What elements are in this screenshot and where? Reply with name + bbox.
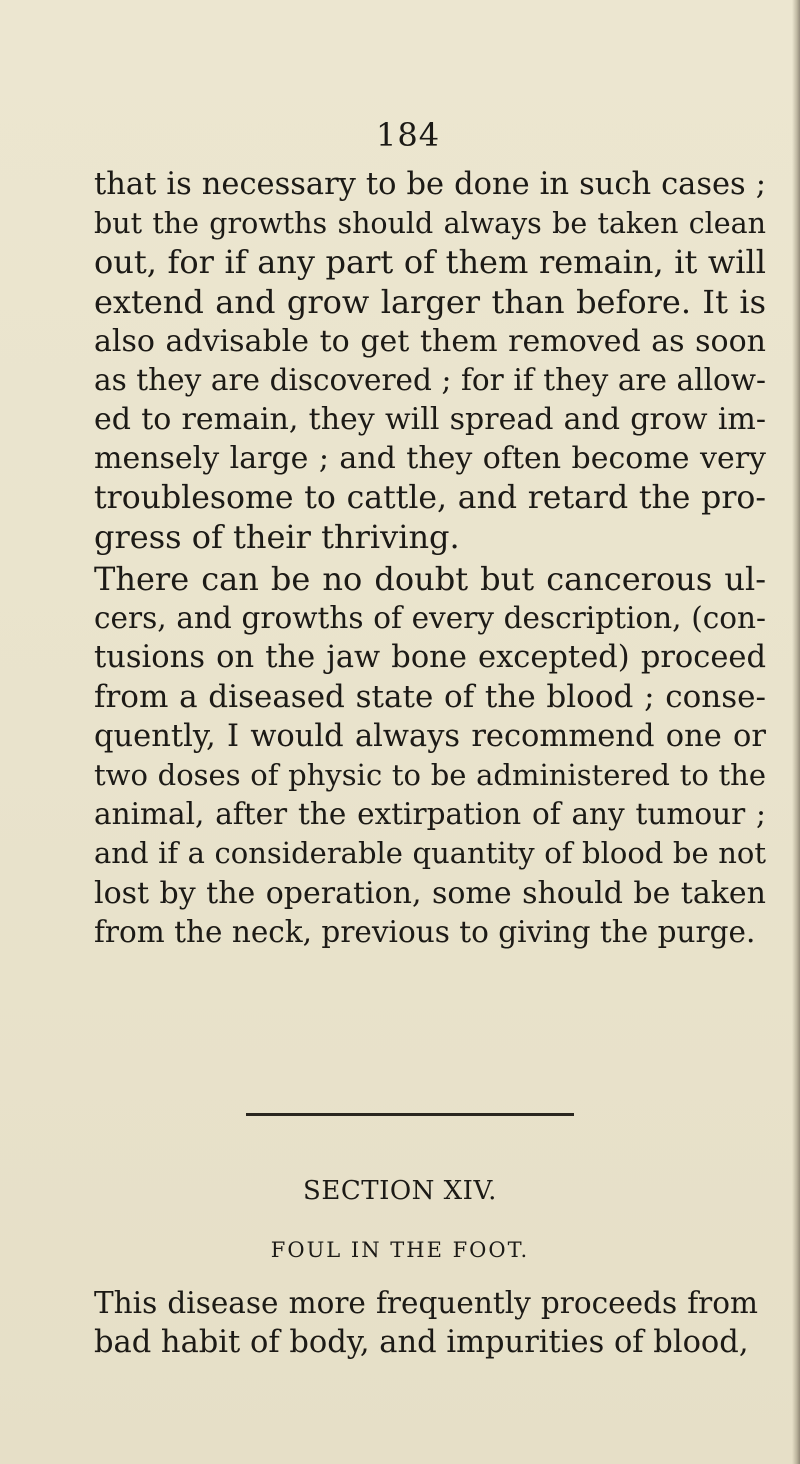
text-line: and if a considerable quantity of blood be not [94,836,766,871]
text-line: There can be no doubt but cancerous ul- [94,560,766,598]
paragraph-1 [94,165,766,557]
text-line: ed to remain, they will spread and grow im- [94,402,766,438]
paragraph-3 [94,1284,758,1362]
text-line: extend and grow larger than before. It is [94,282,766,321]
text-line: also advisable to get them removed as soon [94,323,766,359]
text-line: bad habit of body, and impurities of blood, [94,1325,749,1361]
text-line: from a diseased state of the blood ; conse- [94,678,766,715]
section-subtitle: FOUL IN THE FOOT. [270,1238,530,1262]
text-line: quently, I would always recommend one or [94,718,766,754]
text-line: that is necessary to be done in such cases ; [94,167,766,202]
text-line: two doses of physic to be administered to the [94,758,766,793]
text-line: from the neck, previous to giving the purge. [94,914,756,949]
text-line: animal, after the extirpation of any tumour ; [94,797,766,832]
text-line: tusions on the jaw bone excepted) proceed [94,640,766,676]
text-line: cers, and growths of every description, (con- [94,601,766,636]
text-line: as they are discovered ; for if they are allow- [94,363,766,398]
paragraph-2 [94,560,766,952]
text-line: troublesome to cattle, and retard the pro- [94,479,766,516]
text-line: but the growths should always be taken clean [94,207,766,241]
text-line: lost by the operation, some should be taken [94,875,766,911]
section-heading: SECTION XIV. [303,1176,497,1206]
text-line: out, for if any part of them remain, it will [94,243,766,282]
text-line: This disease more frequently proceeds from [94,1286,758,1320]
text-line: mensely large ; and they often become very [94,441,766,477]
page-number: 184 [376,116,441,154]
text-line: gress of their thriving. [94,517,460,556]
section-divider-rule [246,1113,574,1116]
